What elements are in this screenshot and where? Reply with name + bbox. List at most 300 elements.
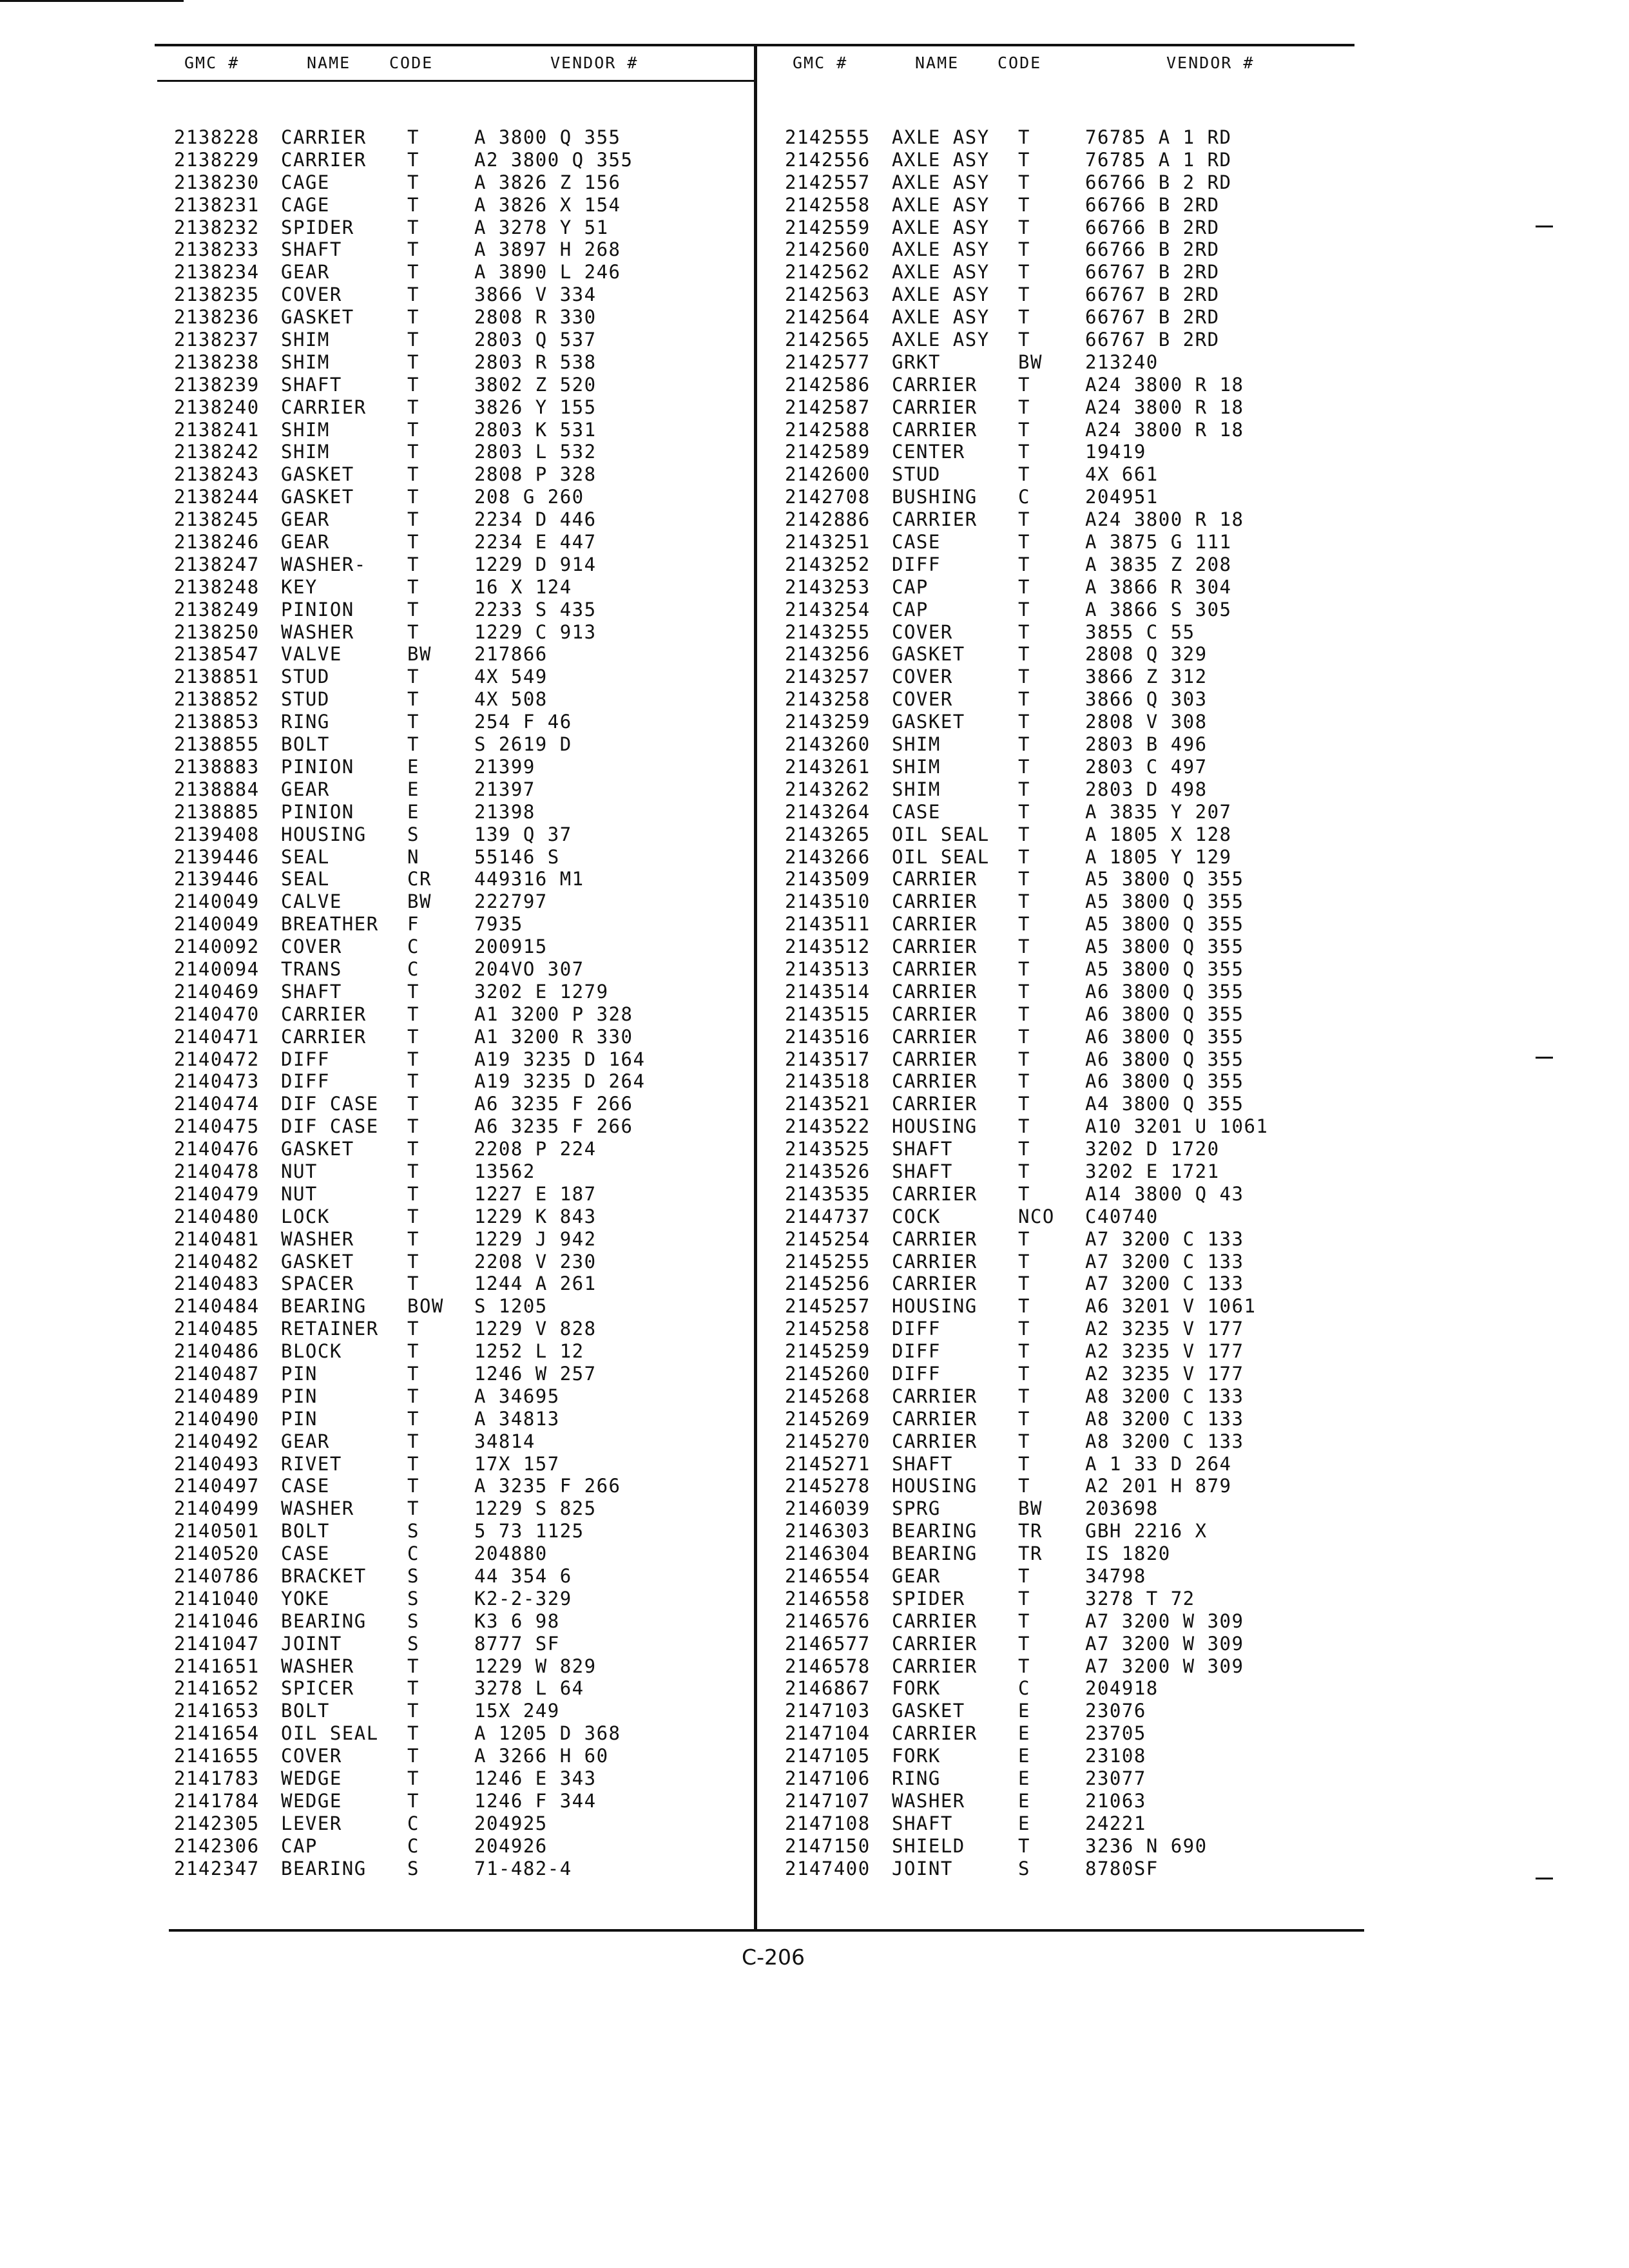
part-name: STUD <box>892 463 941 486</box>
part-name: CAGE <box>281 193 330 216</box>
vendor-number: A 3826 Z 156 <box>474 171 621 193</box>
part-name: PIN <box>281 1385 318 1407</box>
parts-row <box>785 778 1365 801</box>
vendor-number: 1244 A 261 <box>474 1273 597 1295</box>
parts-row <box>174 441 741 463</box>
vendor-number: A 3875 G 111 <box>1085 531 1232 553</box>
parts-row <box>785 733 1365 756</box>
part-code: T <box>1018 890 1030 913</box>
margin-mark <box>1536 1057 1553 1059</box>
part-code: E <box>1018 1767 1030 1790</box>
gmc-number: 2140520 <box>174 1542 260 1565</box>
gmc-number: 2140786 <box>174 1565 260 1587</box>
part-code: T <box>1018 329 1030 351</box>
part-code: T <box>407 396 419 418</box>
vendor-number: A 1205 D 368 <box>474 1722 621 1745</box>
parts-row <box>785 890 1365 913</box>
parts-row <box>174 1003 741 1026</box>
gmc-number: 2140049 <box>174 890 260 913</box>
vendor-number: A5 3800 Q 355 <box>1085 890 1244 913</box>
part-code: T <box>1018 418 1030 441</box>
part-code: C <box>407 957 419 980</box>
vendor-number: A 1 33 D 264 <box>1085 1452 1232 1475</box>
parts-row <box>174 1026 741 1048</box>
part-name: GEAR <box>281 1430 330 1452</box>
parts-row <box>785 1295 1365 1318</box>
gmc-number: 2139446 <box>174 845 260 868</box>
part-code: T <box>1018 1160 1030 1182</box>
part-code: T <box>407 598 419 620</box>
parts-row <box>785 1273 1365 1295</box>
part-name: OIL SEAL <box>281 1722 379 1745</box>
name-header: NAME <box>307 53 351 72</box>
part-code: T <box>1018 643 1030 666</box>
parts-row <box>174 463 741 486</box>
parts-row <box>785 1475 1365 1497</box>
vendor-number: A7 3200 W 309 <box>1085 1655 1244 1677</box>
part-name: PIN <box>281 1362 318 1385</box>
vendor-number: 19419 <box>1085 441 1146 463</box>
part-name: CARRIER <box>281 396 367 418</box>
part-code: T <box>1018 936 1030 958</box>
vendor-number: A6 3201 V 1061 <box>1085 1295 1257 1318</box>
gmc-number: 2138547 <box>174 643 260 666</box>
vendor-number: 2803 B 496 <box>1085 733 1208 756</box>
vendor-number: A 34813 <box>474 1407 560 1430</box>
vendor-number: GBH 2216 X <box>1085 1520 1208 1542</box>
part-name: COVER <box>892 666 953 688</box>
gmc-number: 2142600 <box>785 463 871 486</box>
gmc-number: 2145268 <box>785 1385 871 1407</box>
part-name: AXLE ASY <box>892 306 990 329</box>
gmc-number: 2143522 <box>785 1115 871 1138</box>
vendor-number: 208 G 260 <box>474 486 584 508</box>
part-name: AXLE ASY <box>892 148 990 171</box>
left-parts-list <box>174 126 741 1879</box>
part-code: T <box>407 486 419 508</box>
gmc-number: 2142347 <box>174 1857 260 1879</box>
part-name: COVER <box>281 936 342 958</box>
parts-row <box>174 149 741 171</box>
gmc-number: 2147103 <box>785 1700 871 1722</box>
part-code: T <box>407 238 419 261</box>
gmc-number: 2146304 <box>785 1542 871 1565</box>
part-name: CARRIER <box>892 1250 978 1273</box>
parts-row <box>174 576 741 599</box>
parts-row <box>174 126 741 149</box>
gmc-number: 2145259 <box>785 1340 871 1363</box>
vendor-number: 449316 M1 <box>474 868 584 890</box>
vendor-number: A10 3201 U 1061 <box>1085 1115 1269 1138</box>
gmc-number: 2140472 <box>174 1048 260 1070</box>
parts-row <box>785 1858 1365 1880</box>
vendor-number: 254 F 46 <box>474 711 572 733</box>
vendor-number: A 3866 S 305 <box>1085 598 1232 620</box>
part-code: T <box>1018 823 1030 845</box>
part-name: BEARING <box>281 1295 367 1318</box>
parts-row <box>785 1160 1365 1183</box>
parts-row <box>174 1767 741 1790</box>
parts-row <box>785 261 1365 284</box>
part-code: T <box>407 171 419 193</box>
part-code: T <box>1018 1070 1030 1093</box>
part-name: SHIM <box>892 778 941 800</box>
part-name: RETAINER <box>281 1318 379 1340</box>
parts-row <box>785 643 1365 666</box>
part-code: T <box>1018 1295 1030 1318</box>
gmc-number: 2138851 <box>174 666 260 688</box>
vendor-number: 8780SF <box>1085 1857 1159 1879</box>
gmc-number: 2141654 <box>174 1722 260 1745</box>
parts-row <box>785 1070 1365 1093</box>
gmc-number: 2138228 <box>174 126 260 148</box>
part-code: T <box>1018 396 1030 418</box>
vendor-number: 1227 E 187 <box>474 1182 597 1205</box>
gmc-number: 2146554 <box>785 1565 871 1587</box>
part-code: T <box>1018 778 1030 800</box>
gmc-number: 2143518 <box>785 1070 871 1093</box>
gmc-number: 2141040 <box>174 1587 260 1610</box>
part-name: CALVE <box>281 890 342 913</box>
part-name: WASHER <box>281 1655 354 1677</box>
vendor-number: 2803 L 532 <box>474 441 597 463</box>
parts-row <box>785 756 1365 778</box>
part-code: T <box>407 126 419 148</box>
right-column-header <box>793 49 1353 77</box>
vendor-number: 23077 <box>1085 1767 1146 1790</box>
vendor-number: 204918 <box>1085 1677 1159 1700</box>
vendor-number: A14 3800 Q 43 <box>1085 1182 1244 1205</box>
parts-row <box>174 756 741 778</box>
gmc-number: 2142557 <box>785 171 871 193</box>
part-code: BOW <box>407 1295 444 1318</box>
gmc-header: GMC # <box>184 53 240 72</box>
parts-row <box>174 531 741 553</box>
parts-row <box>785 688 1365 711</box>
parts-row <box>174 1453 741 1475</box>
parts-row <box>174 216 741 239</box>
part-name: CARRIER <box>892 1722 978 1745</box>
parts-row <box>785 576 1365 599</box>
parts-row <box>785 936 1365 958</box>
part-code: T <box>1018 1610 1030 1632</box>
left-column-header <box>184 49 751 77</box>
part-code: T <box>1018 868 1030 890</box>
gmc-number: 2140501 <box>174 1520 260 1542</box>
gmc-number: 2140480 <box>174 1205 260 1227</box>
part-name: WASHER <box>281 620 354 643</box>
part-name: BUSHING <box>892 486 978 508</box>
part-name: GASKET <box>281 1138 354 1160</box>
part-name: AXLE ASY <box>892 238 990 261</box>
parts-row <box>174 1745 741 1767</box>
vendor-number: 2208 P 224 <box>474 1138 597 1160</box>
part-name: SHIM <box>281 418 330 441</box>
right-parts-list <box>785 126 1365 1879</box>
gmc-number: 2140482 <box>174 1250 260 1273</box>
vendor-number: 204925 <box>474 1812 548 1834</box>
part-code: T <box>1018 1834 1030 1857</box>
footer-rule <box>169 1929 1364 1932</box>
part-name: SHAFT <box>892 1812 953 1834</box>
vendor-number: 21398 <box>474 800 535 823</box>
part-code: T <box>1018 957 1030 980</box>
part-code: NCO <box>1018 1205 1055 1227</box>
gmc-number: 2140493 <box>174 1452 260 1475</box>
gmc-number: 2146577 <box>785 1632 871 1655</box>
gmc-number: 2143511 <box>785 913 871 936</box>
part-name: AXLE ASY <box>892 216 990 238</box>
parts-row <box>785 1340 1365 1363</box>
gmc-number: 2143251 <box>785 531 871 553</box>
part-name: LOCK <box>281 1205 330 1227</box>
part-name: CARRIER <box>892 1093 978 1115</box>
parts-row <box>174 1677 741 1700</box>
parts-row <box>174 981 741 1003</box>
part-code: T <box>407 1677 419 1700</box>
parts-row <box>785 1430 1365 1453</box>
part-code: C <box>407 1812 419 1834</box>
gmc-number: 2140473 <box>174 1070 260 1093</box>
gmc-number: 2145256 <box>785 1273 871 1295</box>
part-name: COCK <box>892 1205 941 1227</box>
parts-row <box>785 1610 1365 1633</box>
gmc-header: GMC # <box>793 53 848 72</box>
vendor-number: A8 3200 C 133 <box>1085 1430 1244 1452</box>
part-name: GEAR <box>281 778 330 800</box>
parts-row <box>174 1385 741 1408</box>
parts-row <box>174 1228 741 1251</box>
part-code: T <box>407 148 419 171</box>
vendor-number: 1252 L 12 <box>474 1340 584 1363</box>
part-name: BEARING <box>281 1857 367 1879</box>
part-name: CASE <box>892 800 941 823</box>
parts-row <box>785 1026 1365 1048</box>
vendor-header: VENDOR # <box>550 53 639 72</box>
gmc-number: 2140479 <box>174 1182 260 1205</box>
vendor-number: 204VO 307 <box>474 957 584 980</box>
vendor-number: 15X 249 <box>474 1700 560 1722</box>
gmc-number: 2145270 <box>785 1430 871 1452</box>
gmc-number: 2140485 <box>174 1318 260 1340</box>
part-name: GRKT <box>892 351 941 373</box>
parts-row <box>785 126 1365 149</box>
gmc-number: 2138246 <box>174 531 260 553</box>
parts-row <box>174 1790 741 1812</box>
part-name: BOLT <box>281 1700 330 1722</box>
parts-row <box>785 1093 1365 1115</box>
vendor-number: A5 3800 Q 355 <box>1085 957 1244 980</box>
vendor-number: 2208 V 230 <box>474 1250 597 1273</box>
part-code: T <box>1018 620 1030 643</box>
parts-row <box>174 1048 741 1071</box>
part-name: JOINT <box>281 1632 342 1655</box>
gmc-number: 2142565 <box>785 329 871 351</box>
parts-row <box>174 1273 741 1295</box>
vendor-number: 23108 <box>1085 1745 1146 1767</box>
part-code: T <box>1018 1182 1030 1205</box>
part-name: CASE <box>281 1542 330 1565</box>
part-name: SHAFT <box>281 373 342 396</box>
part-code: T <box>407 1093 419 1115</box>
parts-row <box>785 1588 1365 1610</box>
gmc-number: 2147107 <box>785 1789 871 1812</box>
gmc-number: 2143253 <box>785 575 871 598</box>
part-code: F <box>407 913 419 936</box>
part-code: T <box>1018 598 1030 620</box>
vendor-number: K2-2-329 <box>474 1587 572 1610</box>
gmc-number: 2144737 <box>785 1205 871 1227</box>
parts-row <box>174 890 741 913</box>
part-name: HOUSING <box>892 1115 978 1138</box>
part-code: E <box>1018 1722 1030 1745</box>
part-name: GASKET <box>281 1250 354 1273</box>
gmc-number: 2138249 <box>174 598 260 620</box>
gmc-number: 2142558 <box>785 193 871 216</box>
part-code: T <box>1018 1227 1030 1250</box>
gmc-number: 2145271 <box>785 1452 871 1475</box>
parts-row <box>785 149 1365 171</box>
gmc-number: 2142588 <box>785 418 871 441</box>
parts-row <box>174 1408 741 1430</box>
part-code: T <box>407 1475 419 1497</box>
part-name: BREATHER <box>281 913 379 936</box>
part-name: SPICER <box>281 1677 354 1700</box>
part-code: E <box>407 800 419 823</box>
part-name: DIF CASE <box>281 1093 379 1115</box>
parts-row <box>785 1812 1365 1835</box>
vendor-number: 2808 P 328 <box>474 463 597 486</box>
part-code: T <box>407 553 419 575</box>
vendor-number: 55146 S <box>474 845 560 868</box>
parts-row <box>785 1228 1365 1251</box>
part-name: PINION <box>281 755 354 778</box>
vendor-number: 1229 K 843 <box>474 1205 597 1227</box>
part-code: T <box>407 1767 419 1790</box>
margin-mark <box>1536 1878 1553 1879</box>
part-code: T <box>1018 1115 1030 1138</box>
gmc-number: 2140484 <box>174 1295 260 1318</box>
part-name: CARRIER <box>892 373 978 396</box>
part-code: T <box>1018 261 1030 284</box>
gmc-number: 2140483 <box>174 1273 260 1295</box>
gmc-number: 2141652 <box>174 1677 260 1700</box>
part-name: GEAR <box>281 531 330 553</box>
gmc-number: 2140474 <box>174 1093 260 1115</box>
vendor-number: A 3897 H 268 <box>474 238 621 261</box>
part-code: T <box>407 1003 419 1025</box>
parts-row <box>785 1318 1365 1340</box>
parts-row <box>174 1160 741 1183</box>
part-code: S <box>407 1632 419 1655</box>
part-name: DIFF <box>892 1340 941 1363</box>
parts-row <box>785 508 1365 531</box>
part-code: T <box>407 193 419 216</box>
gmc-number: 2138244 <box>174 486 260 508</box>
code-header: CODE <box>998 53 1042 72</box>
gmc-number: 2138883 <box>174 755 260 778</box>
vendor-number: A1 3200 P 328 <box>474 1003 633 1025</box>
part-name: GASKET <box>892 643 965 666</box>
part-code: T <box>1018 688 1030 711</box>
gmc-number: 2139408 <box>174 823 260 845</box>
part-code: T <box>1018 666 1030 688</box>
gmc-number: 2142556 <box>785 148 871 171</box>
part-name: WEDGE <box>281 1767 342 1790</box>
part-code: T <box>1018 148 1030 171</box>
part-code: T <box>1018 441 1030 463</box>
vendor-number: 2803 R 538 <box>474 351 597 373</box>
vendor-number: 3866 Q 303 <box>1085 688 1208 711</box>
vendor-number: A 1805 Y 129 <box>1085 845 1232 868</box>
part-name: GASKET <box>892 1700 965 1722</box>
parts-row <box>174 306 741 329</box>
gmc-number: 2138234 <box>174 261 260 284</box>
part-code: T <box>407 216 419 238</box>
part-code: T <box>1018 1362 1030 1385</box>
gmc-number: 2143265 <box>785 823 871 845</box>
part-code: T <box>407 1340 419 1363</box>
part-code: T <box>1018 1093 1030 1115</box>
gmc-number: 2141046 <box>174 1610 260 1632</box>
gmc-number: 2138233 <box>174 238 260 261</box>
parts-row <box>174 621 741 644</box>
part-code: T <box>407 1407 419 1430</box>
parts-row <box>174 1138 741 1160</box>
vendor-number: 66767 B 2RD <box>1085 329 1220 351</box>
parts-row <box>785 666 1365 688</box>
vendor-number: 2234 E 447 <box>474 531 597 553</box>
gmc-number: 2140049 <box>174 913 260 936</box>
part-name: CARRIER <box>892 1003 978 1025</box>
vendor-number: 7935 <box>474 913 523 936</box>
gmc-number: 2143526 <box>785 1160 871 1182</box>
vendor-number: A 3235 F 266 <box>474 1475 621 1497</box>
parts-row <box>785 171 1365 194</box>
parts-row <box>174 666 741 688</box>
part-code: BW <box>1018 351 1043 373</box>
gmc-number: 2143514 <box>785 980 871 1003</box>
vendor-number: C40740 <box>1085 1205 1159 1227</box>
part-code: BW <box>407 643 432 666</box>
part-code: T <box>1018 980 1030 1003</box>
part-name: STUD <box>281 688 330 711</box>
vendor-number: 1246 W 257 <box>474 1362 597 1385</box>
part-name: OIL SEAL <box>892 845 990 868</box>
part-name: COVER <box>892 688 953 711</box>
parts-row <box>174 1633 741 1655</box>
gmc-number: 2143509 <box>785 868 871 890</box>
parts-row <box>174 553 741 576</box>
part-name: BRACKET <box>281 1565 367 1587</box>
part-name: GEAR <box>281 508 330 531</box>
part-name: AXLE ASY <box>892 261 990 284</box>
vendor-number: 3202 E 1279 <box>474 980 609 1003</box>
vendor-number: 1229 J 942 <box>474 1227 597 1250</box>
part-code: T <box>1018 463 1030 486</box>
gmc-number: 2141783 <box>174 1767 260 1790</box>
page-number: C-206 <box>742 1945 805 1970</box>
parts-row <box>174 778 741 801</box>
gmc-number: 2138232 <box>174 216 260 238</box>
gmc-number: 2142564 <box>785 306 871 329</box>
gmc-number: 2138238 <box>174 351 260 373</box>
vendor-number: A6 3800 Q 355 <box>1085 1025 1244 1048</box>
part-name: AXLE ASY <box>892 329 990 351</box>
parts-row <box>174 1363 741 1385</box>
vendor-number: 1229 C 913 <box>474 620 597 643</box>
part-code: T <box>407 1025 419 1048</box>
